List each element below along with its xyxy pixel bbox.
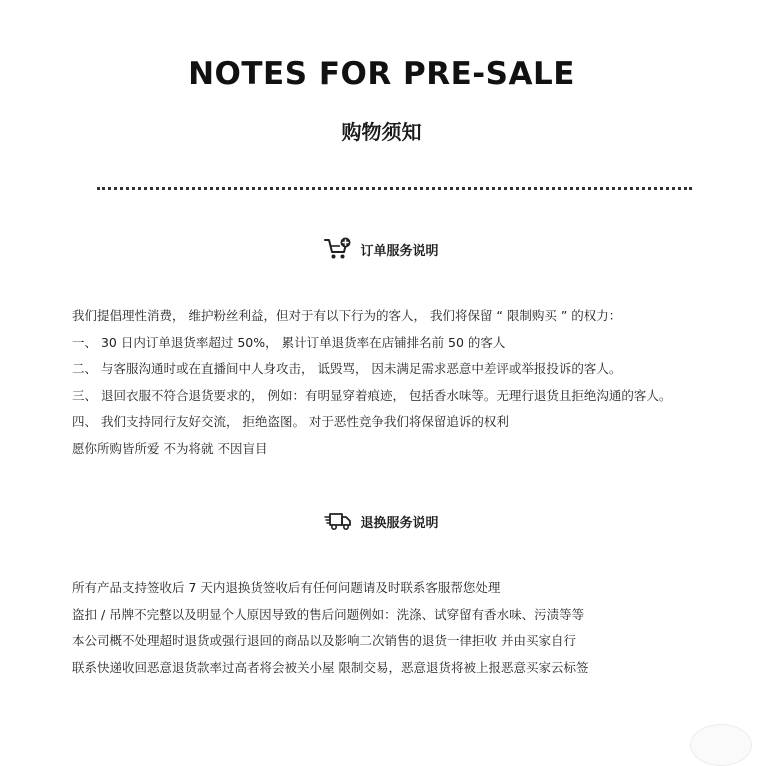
return-service-notes [72,575,712,681]
list-item: 一、 30 日内订单退货率超过 50%， 累计订单退货率在店铺排名前 50 的客人 [72,334,506,350]
list-item: 四、 我们支持同行友好交流， 拒绝盗图。 对于恶性竞争我们将保留追诉的权利 [72,414,509,430]
delivery-truck-icon [324,509,352,533]
list-item: 所有产品支持签收后 7 天内退换货签收后有任何问题请及时联系客服帮您处理 [72,580,501,595]
section-heading-label: 订单服务说明 [360,243,439,259]
list-item: 盗扣 / 吊牌不完整以及明显个人原因导致的售后问题例如：洗涤、试穿留有香水味、污渍等等 [72,606,585,622]
dotted-divider [97,187,692,190]
list-item: 愿你所购皆所爱 不为将就 不因盲目 [72,440,268,456]
list-item: 本公司概不处理超时退货或强行退回的商品以及影响二次销售的退货一律拒收 并由买家自行 [72,633,576,649]
section-heading-order-service [0,236,763,262]
list-item: 联系快递收回恶意退货款率过高者将会被关小屋 限制交易，恶意退货将被上报恶意买家云标签 [72,659,589,675]
page-title: NOTES FOR PRE-SALE [188,56,575,92]
list-item: 三、 退回衣服不符合退货要求的， 例如：有明显穿着痕迹， 包括香水味等。无理行退货且拒绝沟通的客人。 [72,387,672,403]
section-heading-label: 退换服务说明 [360,515,439,531]
cart-add-icon [324,237,352,261]
corner-decoration [690,724,752,766]
order-service-notes [72,303,712,463]
page-subtitle: 购物须知 [341,120,422,144]
list-item: 我们提倡理性消费， 维护粉丝利益，但对于有以下行为的客人， 我们将保留 “ 限制购买 ” 的权力： [72,308,622,323]
section-heading-return-service [0,508,763,534]
list-item: 二、 与客服沟通时或在直播间中人身攻击， 诋毁骂， 因未满足需求恶意中差评或举报投诉的客人。 [72,361,622,377]
